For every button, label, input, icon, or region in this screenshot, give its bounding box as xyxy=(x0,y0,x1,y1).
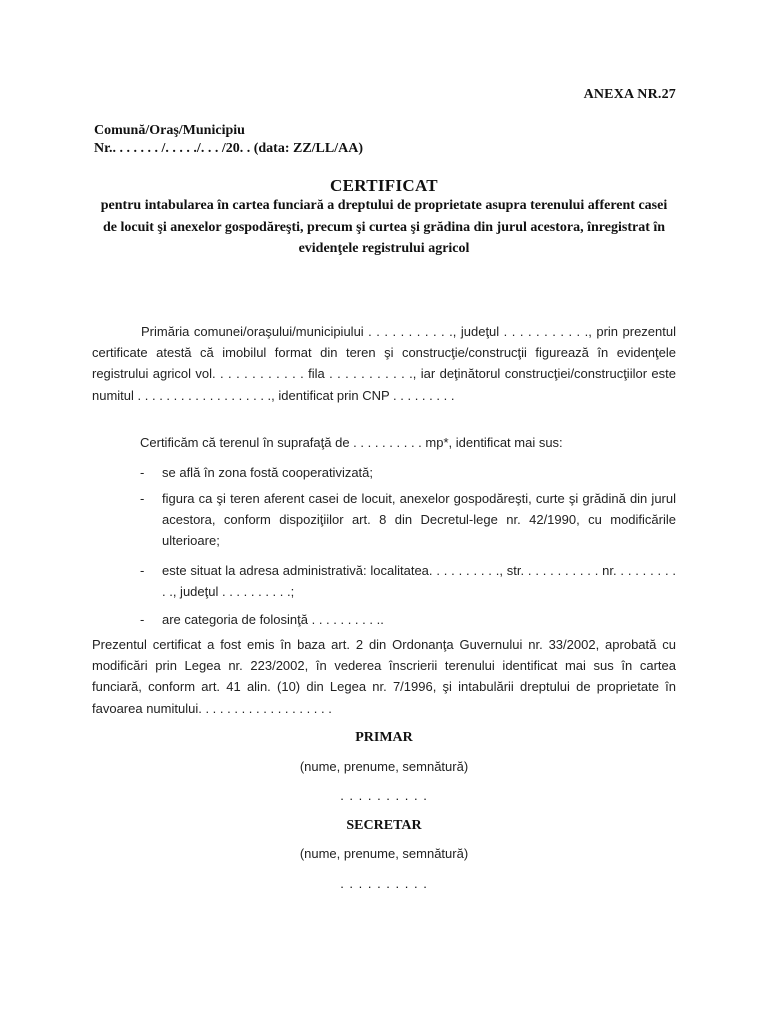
list-item xyxy=(140,609,676,630)
bullet-dash: - xyxy=(140,612,145,627)
list-item xyxy=(140,560,676,602)
paragraph-land-area: Certificăm că terenul în suprafaţă de . . . . . . . . . . mp*, identificat mai sus: xyxy=(140,435,563,450)
certificate-title: CERTIFICAT xyxy=(330,176,438,195)
list-item-text: figura ca şi teren aferent casei de locuit, anexelor gospodăreşti, curte şi grădină din jurul acestora, conform dispoziţiilor art. 8 din Decretul-lege nr. 42/1990, cu modificările ulterioare; xyxy=(162,491,676,549)
annex-number: ANEXA NR.27 xyxy=(583,87,676,102)
mayor-signature-line: . . . . . . . . . . xyxy=(340,788,428,803)
list-item xyxy=(140,488,676,552)
secretary-signature-line: . . . . . . . . . . xyxy=(340,876,428,891)
locality-label: Comună/Oraş/Municipiu xyxy=(94,123,245,138)
bullet-dash: - xyxy=(140,491,145,506)
list-item-text: are categoria de folosinţă . . . . . . . . . .. xyxy=(162,612,384,627)
list-item xyxy=(140,462,676,483)
list-item-text: se află în zona fostă cooperativizată; xyxy=(162,465,374,480)
bullet-dash: - xyxy=(140,563,145,578)
mayor-title: PRIMAR xyxy=(355,730,413,745)
bullet-dash: - xyxy=(140,465,145,480)
secretary-signature-caption: (nume, prenume, semnătură) xyxy=(299,846,469,861)
secretary-title: SECRETAR xyxy=(346,818,422,833)
registration-number-line: Nr.. . . . . . . /. . . . ./. . . /20. . (data: ZZ/LL/AA) xyxy=(94,141,363,156)
paragraph-city-hall-attestation: Primăria comunei/oraşului/municipiului . . . . . . . . . . ., judeţul . . . . . . . . . . ., prin prezentul certificate atestă că imobilul format din teren şi construcţie/construcţii figurează în evidenţele registrului agricol vol. . . . . . . . . . . . fila . . . . . . . . . . ., iar deţinătorul construcţiei/construcţiilor este numitul . . . . . . . . . . . . . . . . . . ., identificat prin CNP . . . . . . . . . xyxy=(92,324,676,403)
paragraph-legal-basis: Prezentul certificat a fost emis în baza art. 2 din Ordonanţa Guvernului nr. 33/2002, aprobată cu modificări prin Legea nr. 223/2002, în vederea înscrierii terenului identificat mai sus în cartea funciară, conform art. 41 alin. (10) din Legea nr. 7/1996, şi intabulării dreptului de proprietate în favoarea numitului. . . . . . . . . . . . . . . . . . . xyxy=(92,637,676,716)
list-item-text: este situat la adresa administrativă: localitatea. . . . . . . . . ., str. . . . . . . . . . . nr. . . . . . . . . . ., judeţul . . . . . . . . . .; xyxy=(162,563,676,600)
mayor-signature-caption: (nume, prenume, semnătură) xyxy=(299,759,469,774)
certificate-subtitle: pentru intabularea în cartea funciară a dreptului de proprietate asupra terenului afferent casei de locuit şi anexelor gospodăreşti, precum şi curtea şi grădina din jurul acestora, înregistrat în evidenţele registrului agricol xyxy=(100,198,668,256)
